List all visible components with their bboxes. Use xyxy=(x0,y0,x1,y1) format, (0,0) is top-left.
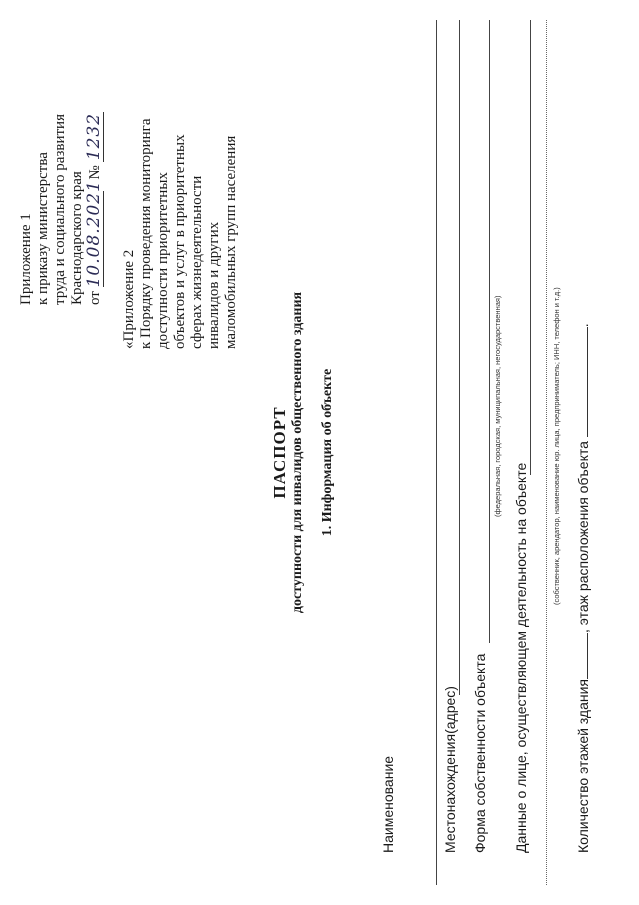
location-underline xyxy=(459,20,460,695)
floors-text: Количество этажей здания xyxy=(575,678,591,853)
passport-title: ПАСПОРТ xyxy=(270,406,289,499)
number-label: № xyxy=(87,165,103,180)
appendix-line-4: Краснодарского края xyxy=(69,171,85,305)
appendix-line-2: к приказу министерства xyxy=(35,152,51,305)
appendix2-line-1: «Приложение 2 xyxy=(121,249,137,349)
operator-underline xyxy=(530,20,531,475)
from-label: от xyxy=(87,291,103,305)
ownership-underline xyxy=(489,20,490,643)
operator-label: Данные о лице, осуществляющем деятельность на объекте xyxy=(513,462,529,853)
floor-location-text: , этаж расположения объекта xyxy=(575,441,591,633)
location-label: Местонахождения(адрес) xyxy=(442,686,458,853)
appendix2-line-2: к Порядку проведения мониторинга xyxy=(138,118,154,349)
appendix2-line-7: маломобильных групп населения xyxy=(223,135,239,349)
name-underline xyxy=(436,20,437,885)
appendix2-line-5: сферах жизнедеятельности xyxy=(189,175,205,349)
floors-blank xyxy=(575,633,588,679)
floors-label: Количество этажей здания, этаж расположения объекта . xyxy=(575,323,591,853)
handwritten-number: 1232 xyxy=(84,112,104,161)
handwritten-date: 10.08.2021 xyxy=(84,180,104,288)
floor-location-blank xyxy=(575,327,588,437)
appendix2-line-4: объектов и услуг в приоритетных xyxy=(172,134,188,349)
operator-second-line xyxy=(546,20,547,885)
ownership-hint: (федеральная, городская, муниципальная, негосударственная) xyxy=(493,295,502,517)
appendix-line-3: труда и социального развития xyxy=(52,114,68,305)
name-label: Наименование xyxy=(380,755,396,853)
appendix2-line-3: доступности приоритетных xyxy=(155,172,171,349)
appendix-line-1: Приложение 1 xyxy=(18,213,34,305)
passport-subtitle: доступности для инвалидов общественного здания xyxy=(290,291,305,614)
section-heading: 1. Информация об объекте xyxy=(320,368,335,537)
operator-hint: (собственник, арендатор, наименование юр. лица, предприниматель; ИНН, телефон и т.д.) xyxy=(552,287,561,605)
appendix-date-line xyxy=(86,112,104,305)
appendix2-line-6: инвалидов и других xyxy=(206,221,222,349)
ownership-label: Форма собственности объекта xyxy=(472,653,488,853)
